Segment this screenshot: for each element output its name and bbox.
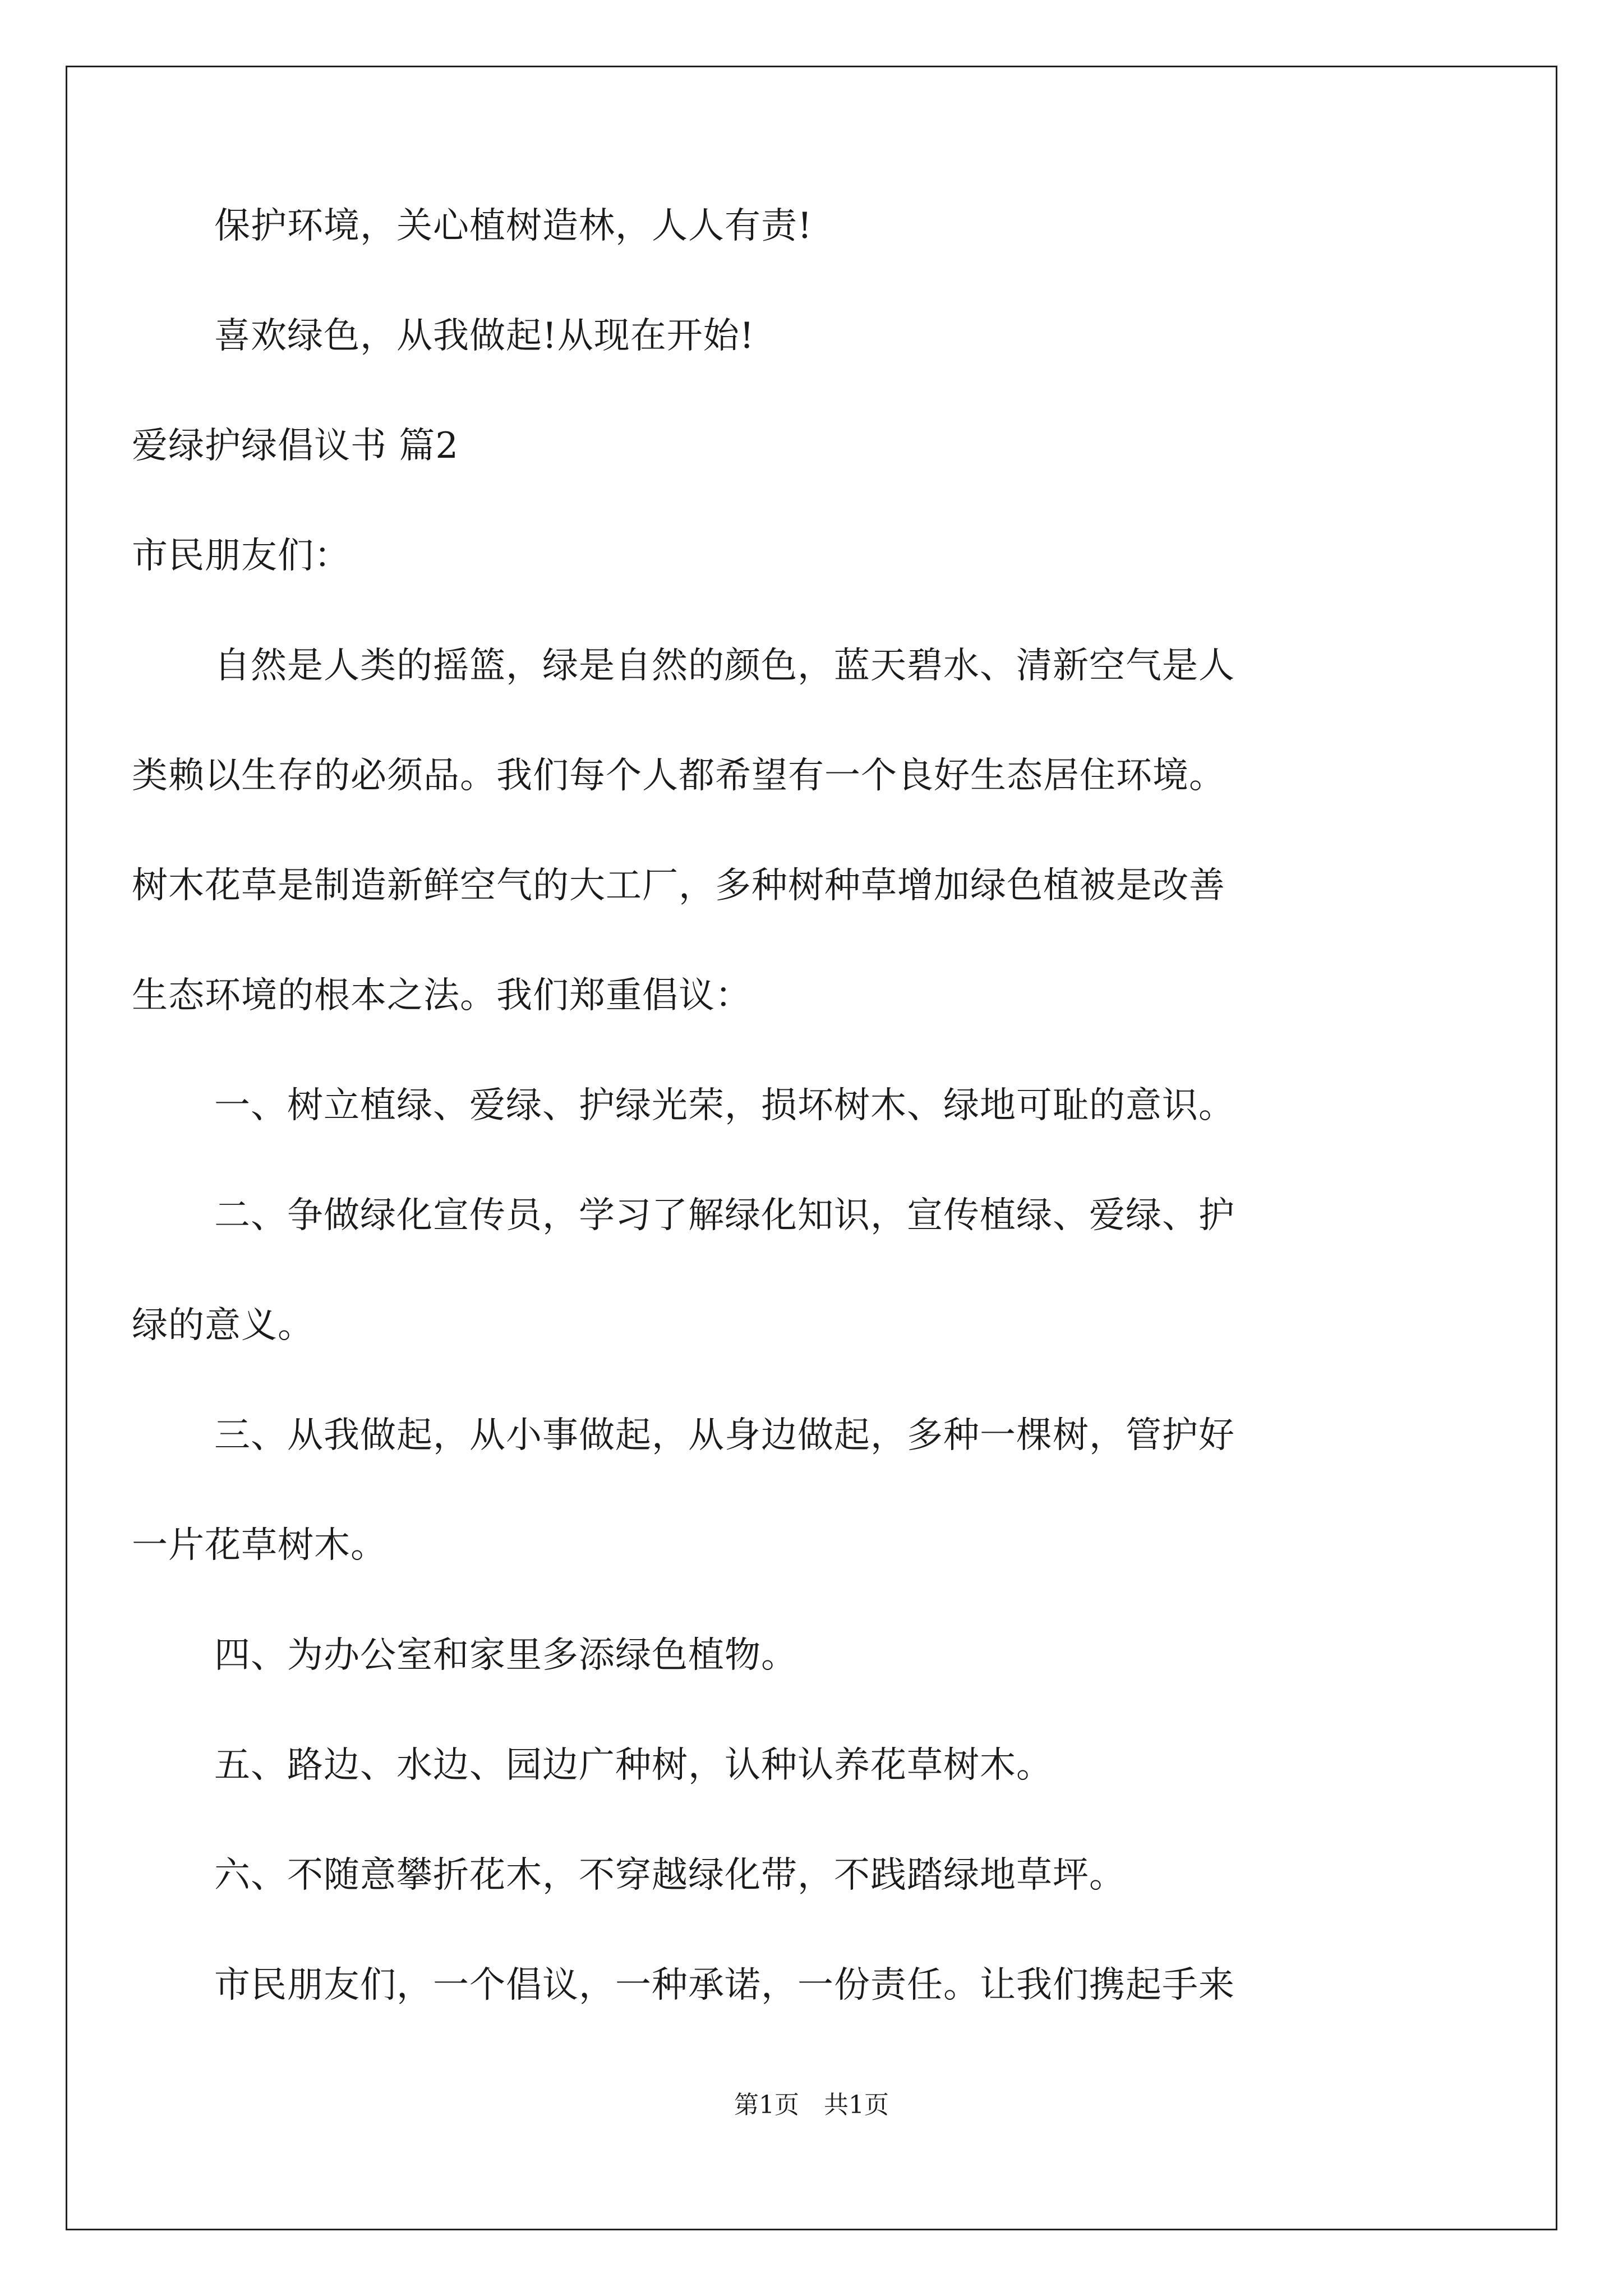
proposal-item: 六、不随意攀折花木，不穿越绿化带，不践踏绿地草坪。	[214, 1855, 1126, 1896]
section-heading: 爱绿护绿倡议书 篇2	[132, 425, 459, 467]
proposal-item-continuation: 一片花草树木。	[132, 1525, 387, 1566]
salutation: 市民朋友们：	[132, 535, 351, 577]
paragraph-line: 生态环境的根本之法。我们郑重倡议：	[132, 975, 751, 1016]
paragraph-line: 类赖以生存的必须品。我们每个人都希望有一个良好生态居住环境。	[132, 755, 1225, 797]
proposal-item: 二、争做绿化宣传员，学习了解绿化知识，宣传植绿、爱绿、护	[214, 1195, 1235, 1236]
proposal-item: 三、从我做起，从小事做起，从身边做起，多种一棵树，管护好	[214, 1415, 1235, 1456]
paragraph-line: 树木花草是制造新鲜空气的大工厂，多种树种草增加绿色植被是改善	[132, 865, 1225, 907]
paragraph-line: 喜欢绿色，从我做起!从现在开始!	[214, 315, 755, 357]
proposal-item: 五、路边、水边、园边广种树，认种认养花草树木。	[214, 1745, 1053, 1786]
paragraph-line: 市民朋友们，一个倡议，一种承诺，一份责任。让我们携起手来	[214, 1964, 1235, 2006]
paragraph-line: 自然是人类的摇篮，绿是自然的颜色，蓝天碧水、清新空气是人	[214, 645, 1235, 687]
proposal-item-continuation: 绿的意义。	[132, 1305, 314, 1346]
proposal-item: 一、树立植绿、爱绿、护绿光荣，损坏树木、绿地可耻的意识。	[214, 1085, 1235, 1126]
proposal-item: 四、为办公室和家里多添绿色植物。	[214, 1635, 797, 1676]
page-border	[66, 66, 1557, 2230]
paragraph-line: 保护环境，关心植树造林，人人有责!	[214, 205, 813, 247]
page-footer: 第1页 共1页	[734, 2091, 889, 2119]
